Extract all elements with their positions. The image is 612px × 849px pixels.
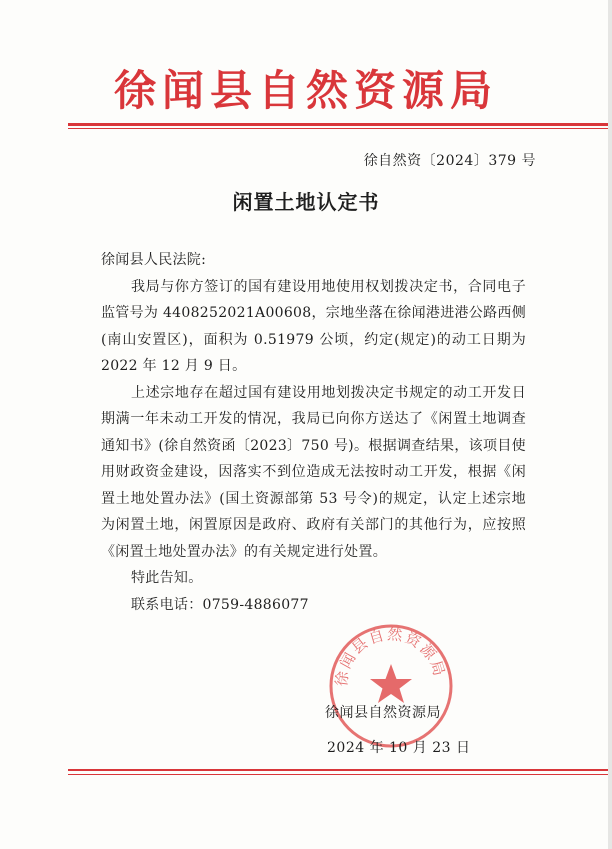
official-seal (326, 621, 456, 751)
letterhead-rule-thick (68, 123, 610, 126)
seal-star-icon (370, 664, 412, 703)
paragraph-2: 上述宗地存在超过国有建设用地划拨决定书规定的动工开发日期满一年未动工开发的情况，我局已向你方送达了《闲置土地调查通知书》(徐自然资函〔2023〕750 号)。根据调查结果，该项目使用财政资金建设，因落实不到位造成无法按时动工开发，根据《闲置土地处置办法》(国土资源部第 53 号令)的规定，认定上述宗地为闲置土地，闲置原因是政府、政府有关部门的其他行为，应按照《闲置土地处置办法》的有关规定进行处置。 (101, 384, 526, 560)
letterhead-title: 徐闻县自然资源局 (113, 66, 498, 115)
document-body (101, 247, 526, 618)
document-title: 闲置土地认定书 (232, 190, 380, 214)
salutation: 徐闻县人民法院: (101, 252, 207, 268)
page-edge-shadow (608, 0, 612, 849)
paragraph-1: 我局与你方签订的国有建设用地使用权划拨决定书，合同电子监管号为 4408252021A00608，宗地坐落在徐闻港进港公路西侧(南山安置区)，面积为 0.51979 公顷，约定(规定)的动工日期为 2022 年 12 月 9 日。 (101, 278, 526, 374)
closing-notice: 特此告知。 (131, 570, 203, 586)
signature-organization: 徐闻县自然资源局 (325, 705, 441, 721)
document-number: 徐自然资〔2024〕379 号 (363, 153, 536, 169)
letterhead-rule-thin (68, 128, 610, 129)
signature-date: 2024 年 10 月 23 日 (327, 740, 471, 756)
footer-rule-thin (68, 774, 610, 775)
footer-rule-thick (68, 769, 610, 771)
seal-text: 徐闻县自然资源局 (332, 625, 449, 688)
contact-phone: 联系电话：0759-4886077 (131, 596, 309, 613)
